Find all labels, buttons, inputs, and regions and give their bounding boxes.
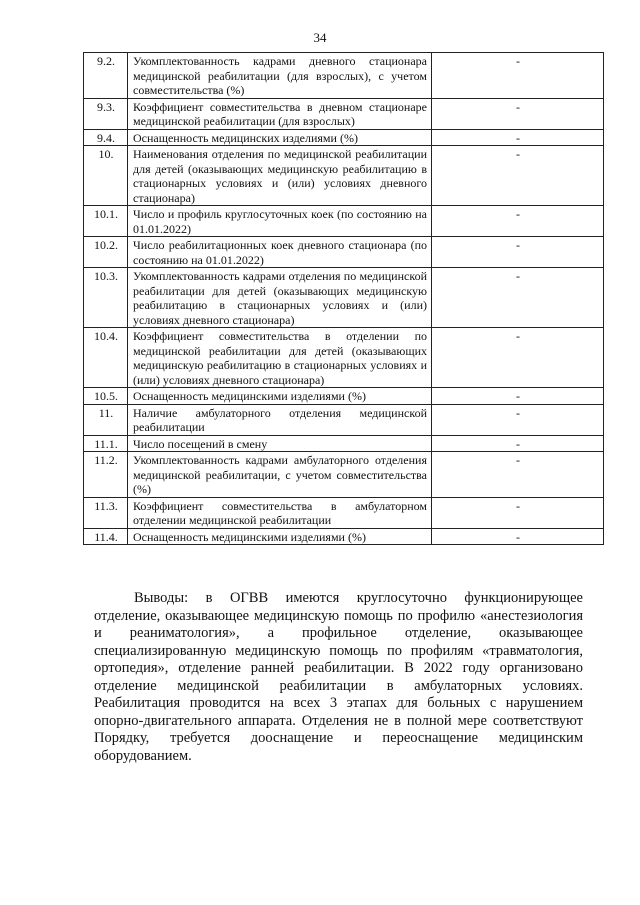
row-indicator: Оснащенность медицинскими изделиями (%) — [128, 528, 432, 545]
row-number: 11.4. — [84, 528, 128, 545]
row-number: 11.3. — [84, 497, 128, 528]
row-number: 10.5. — [84, 388, 128, 405]
row-value: - — [432, 53, 604, 99]
row-value: - — [432, 528, 604, 545]
table-row — [84, 268, 604, 328]
row-number: 10.3. — [84, 268, 128, 328]
row-value: - — [432, 388, 604, 405]
row-indicator: Оснащенность медицинских изделиями (%) — [128, 129, 432, 146]
row-value: - — [432, 268, 604, 328]
table-body — [84, 53, 604, 545]
table-row — [84, 129, 604, 146]
row-indicator: Коэффициент совместительства в дневном стационаре медицинской реабилитации (для взрослых) — [128, 98, 432, 129]
row-number: 10. — [84, 146, 128, 206]
table-row — [84, 497, 604, 528]
row-indicator: Коэффициент совместительства в амбулаторном отделении медицинской реабилитации — [128, 497, 432, 528]
table-row — [84, 53, 604, 99]
row-value: - — [432, 237, 604, 268]
row-number: 10.2. — [84, 237, 128, 268]
table-row — [84, 452, 604, 498]
row-indicator: Наименования отделения по медицинской реабилитации для детей (оказывающих медицинскую реабилитацию в стационарных условиях и (или) условиях дневного стационара) — [128, 146, 432, 206]
table-row — [84, 237, 604, 268]
row-number: 11.1. — [84, 435, 128, 452]
page-number: 34 — [313, 30, 327, 45]
row-number: 11.2. — [84, 452, 128, 498]
row-indicator: Оснащенность медицинскими изделиями (%) — [128, 388, 432, 405]
conclusion-paragraph: Выводы: в ОГВВ имеются круглосуточно функционирующее отделение, оказывающее медицинскую помощь по профилю «анестезиология и реаниматология», а профильное отделение, оказывающее специализированную медицинскую помощь по профилям «травматология, ортопедия», отделение ранней реабилитации. В 2022 году организовано отделение медицинской реабилитации в амбулаторных условиях. Реабилитация проводится на всех 3 этапах для больных с нарушением опорно-двигательного аппарата. Отделения не в полной мере соответствуют Порядку, требуется дооснащение и переоснащение медицинским оборудованием. — [94, 590, 583, 764]
row-indicator: Наличие амбулаторного отделения медицинской реабилитации — [128, 404, 432, 435]
table-row — [84, 528, 604, 545]
row-value: - — [432, 328, 604, 388]
indicators-table — [83, 52, 604, 545]
row-value: - — [432, 146, 604, 206]
table-row — [84, 388, 604, 405]
row-indicator: Коэффициент совместительства в отделении по медицинской реабилитации для детей (оказывающих медицинскую реабилитацию в стационарных условиях и (или) условиях дневного стационара) — [128, 328, 432, 388]
table-row — [84, 328, 604, 388]
row-number: 10.4. — [84, 328, 128, 388]
table-row — [84, 404, 604, 435]
row-number: 9.2. — [84, 53, 128, 99]
table-row — [84, 206, 604, 237]
row-value: - — [432, 452, 604, 498]
row-value: - — [432, 404, 604, 435]
row-indicator: Число и профиль круглосуточных коек (по состоянию на 01.01.2022) — [128, 206, 432, 237]
row-indicator: Укомплектованность кадрами амбулаторного отделения медицинской реабилитации, с учетом совместительства (%) — [128, 452, 432, 498]
row-indicator: Укомплектованность кадрами дневного стационара медицинской реабилитации (для взрослых), с учетом совместительства (%) — [128, 53, 432, 99]
row-value: - — [432, 206, 604, 237]
row-value: - — [432, 435, 604, 452]
row-value: - — [432, 497, 604, 528]
row-indicator: Число реабилитационных коек дневного стационара (по состоянию на 01.01.2022) — [128, 237, 432, 268]
row-number: 9.3. — [84, 98, 128, 129]
table-row — [84, 146, 604, 206]
row-indicator: Число посещений в смену — [128, 435, 432, 452]
row-number: 9.4. — [84, 129, 128, 146]
row-number: 10.1. — [84, 206, 128, 237]
table-row — [84, 435, 604, 452]
row-number: 11. — [84, 404, 128, 435]
row-value: - — [432, 129, 604, 146]
table-row — [84, 98, 604, 129]
row-value: - — [432, 98, 604, 129]
row-indicator: Укомплектованность кадрами отделения по медицинской реабилитации для детей (оказывающих медицинскую реабилитацию в стационарных условиях и (или) условиях дневного стационара) — [128, 268, 432, 328]
